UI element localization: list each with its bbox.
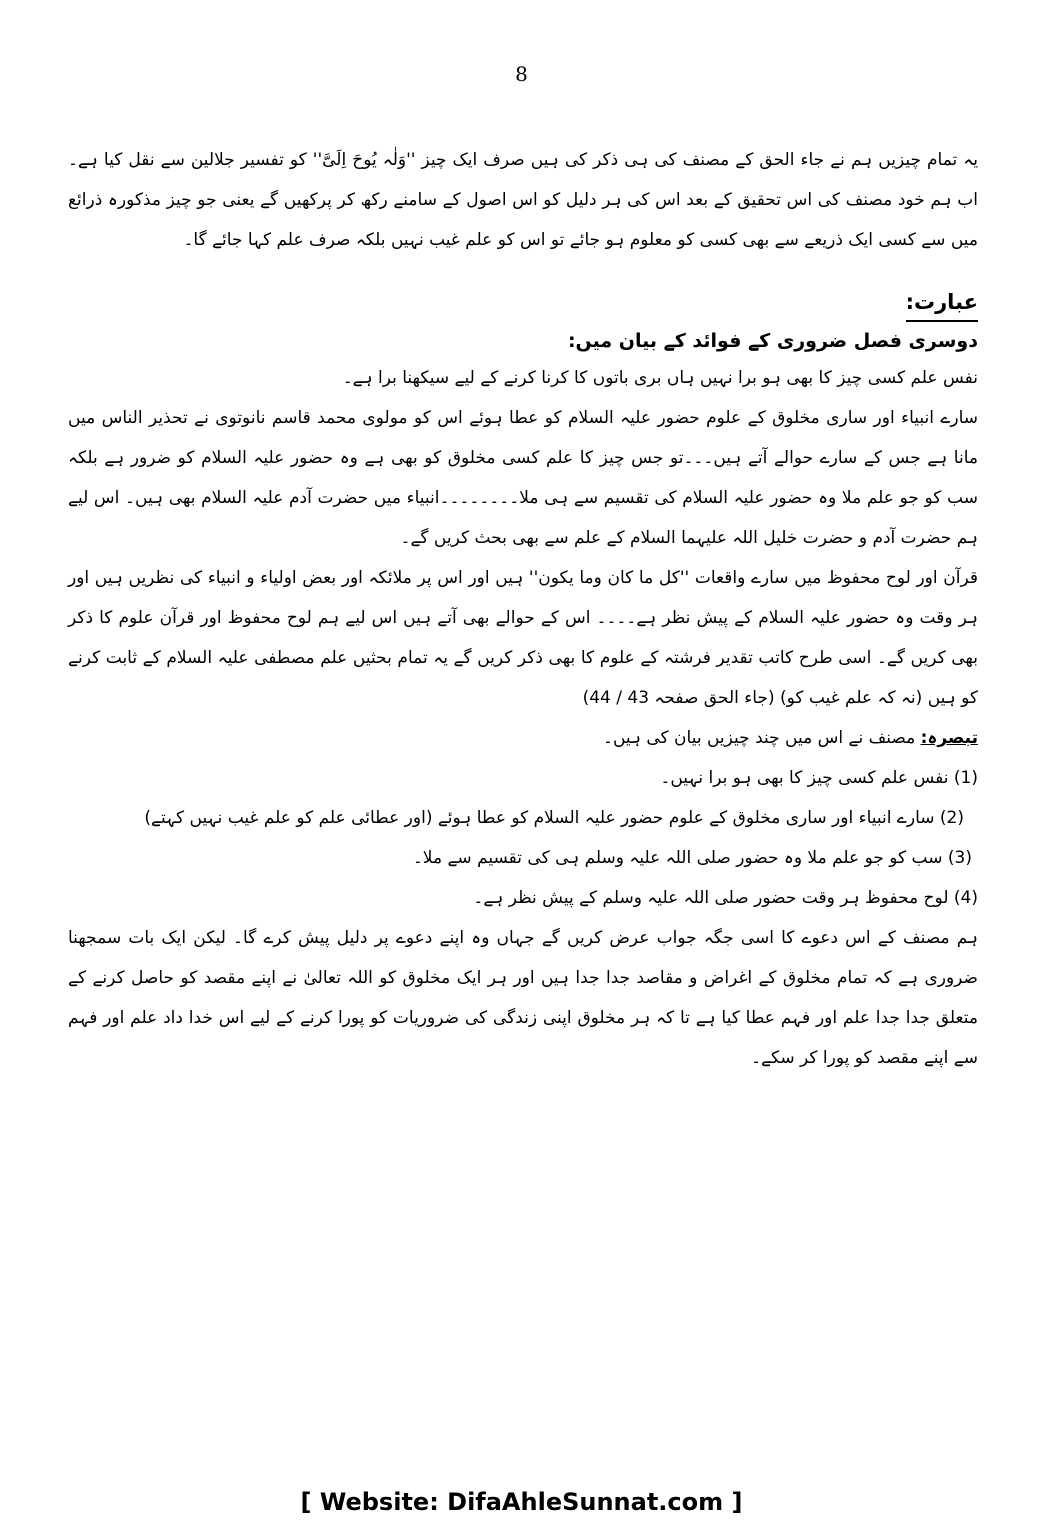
- ibarat-title: عبارت:: [906, 284, 978, 322]
- tabsira-list: [68, 758, 978, 918]
- tabsira-text: مصنف نے اس میں چند چیزیں بیان کی ہیں۔: [602, 728, 921, 748]
- tabsira-intro: [68, 718, 978, 758]
- page-body: [68, 140, 978, 1078]
- tabsira-item: (4) لوح محفوظ ہر وقت حضور صلی اللہ علیہ وسلم کے پیش نظر ہے۔: [473, 888, 978, 908]
- tabsira-item: (2) سارے انبیاء اور ساری مخلوق کے علوم حضور علیہ السلام کو عطا ہوئے (اور عطائی علم کو علم غیب نہیں کہتے): [144, 808, 964, 828]
- ibarat-heading: دوسری فصل ضروری کے فوائد کے بیان میں:: [567, 330, 978, 352]
- conclusion-paragraph: ہم مصنف کے اس دعوے کا اسی جگہ جواب عرض کریں گے جہاں وہ اپنے دعوے پر دلیل پیش کرے گا۔ لیکن ایک بات سمجھنا ضروری ہے کہ تمام مخلوق کے اغراض و مقاصد جدا جدا ہیں اور ہر ایک مخلوق کو اللہ تعالیٰ نے اپنے مقصد کو حاصل کرنے کے متعلق جدا جدا علم اور فہم عطا کیا ہے تا کہ ہر مخلوق اپنی زندگی کی ضروریات کو پورا کرنے کے لیے اس خدا داد علم اور فہم سے اپنے مقصد کو پورا کر سکے۔: [68, 928, 978, 1068]
- website-footer: [ Website: DifaAhleSunnat.com ]: [300, 1488, 743, 1516]
- page-number: 8: [515, 62, 528, 86]
- ibarat-section: [68, 260, 978, 718]
- tabsira-section: [68, 718, 978, 918]
- intro-paragraph: یہ تمام چیزیں ہم نے جاء الحق کے مصنف کی ہی ذکر کی ہیں صرف ایک چیز ''وَلٰہ یُوحَ اِلَیَّ'' کو تفسیر جلالین سے نقل کیا ہے۔ اب ہم خود مصنف کی اس تحقیق کے بعد اس کی ہر دلیل کو اس اصول کے سامنے رکھ کر پرکھیں گے یعنی جو چیز مذکورہ ذرائع میں سے کسی ایک ذریعے سے بھی کسی کو معلوم ہو جائے تو اس کو علم غیب نہیں بلکہ صرف علم کہا جائے گا۔: [68, 150, 978, 250]
- ibarat-paragraph-2: سارے انبیاء اور ساری مخلوق کے علوم حضور علیہ السلام کو عطا ہوئے اس کو مولوی محمد قاسم نانوتوی نے تحذیر الناس میں مانا ہے جس کے سارے حوالے آتے ہیں۔۔۔تو جس چیز کا علم کسی مخلوق کو بھی ہے وہ حضور علیہ السلام کو ضرور ہے بلکہ سب کو جو علم ملا وہ حضور علیہ السلام کی تقسیم سے ہی ملا۔۔۔۔۔۔۔۔انبیاء میں حضرت آدم علیہ السلام بھی ہیں۔ اس لیے ہم حضرت آدم و حضرت خلیل اللہ علیہما السلام کے علم سے بھی بحث کریں گے۔: [68, 408, 978, 548]
- ibarat-paragraph-1: نفس علم کسی چیز کا بھی ہو برا نہیں ہاں بری باتوں کا کرنا کرنے کے لیے سیکھنا برا ہے۔: [342, 368, 978, 388]
- tabsira-item: (3) سب کو جو علم ملا وہ حضور صلی اللہ علیہ وسلم ہی کی تقسیم سے ملا۔: [412, 848, 972, 868]
- tabsira-label: تبصرہ:: [920, 728, 978, 748]
- tabsira-item: (1) نفس علم کسی چیز کا بھی ہو برا نہیں۔: [660, 768, 978, 788]
- ibarat-paragraph-3: قرآن اور لوح محفوظ میں سارے واقعات ''کل ما کان وما یکون'' ہیں اور اس پر ملائکہ اور بعض اولیاء و انبیاء کی نظریں ہیں اور ہر وقت وہ حضور علیہ السلام کے پیش نظر ہے۔۔۔۔ اس کے حوالے بھی آتے ہیں اس لیے ہم لوح محفوظ اور قرآن علوم کا ذکر بھی کریں گے۔ اسی طرح کاتب تقدیر فرشتہ کے علوم کا بھی ذکر کریں گے یہ تمام بحثیں علم مصطفی علیہ السلام کے ثابت کرنے کو ہیں (نہ کہ علم غیب کو) (جاء الحق صفحہ 43 / 44): [68, 568, 978, 708]
